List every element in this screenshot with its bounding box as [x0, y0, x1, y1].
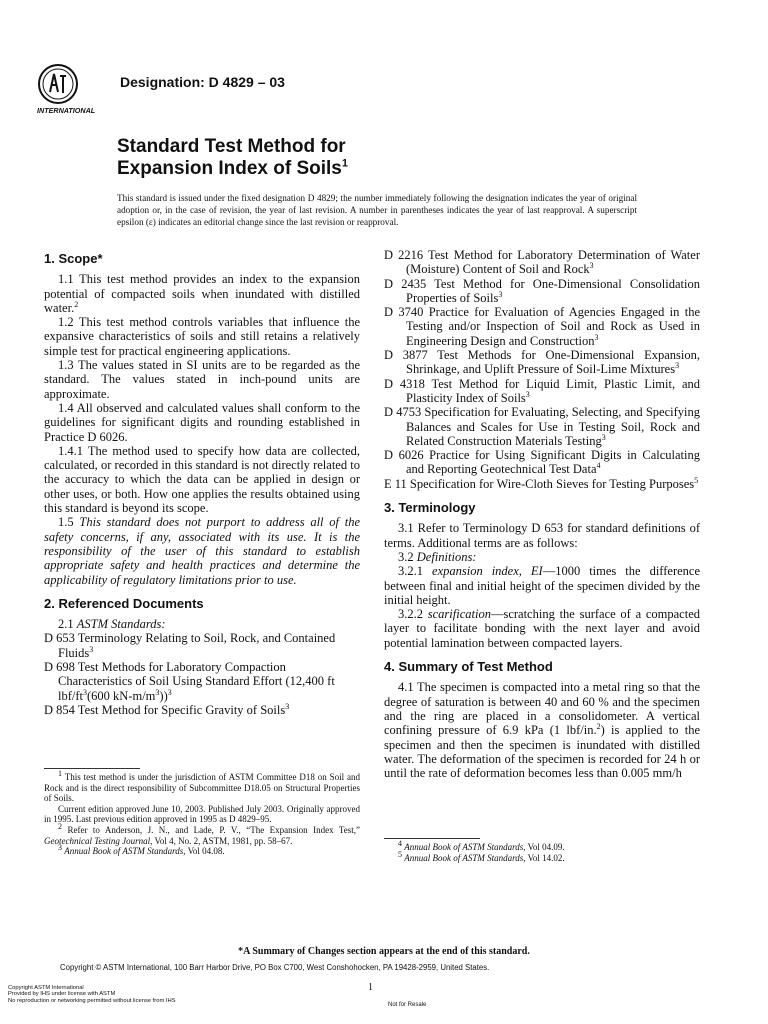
para-4-1: 4.1 The specimen is compacted into a metal ring so that the degree of saturation is between 40 and 60 % and the specimen and the ring are placed in a consolidometer. A vertical confining pressure of 6.9 kPa (1 lbf/in.$^2$) is applied to the specimen and then the specimen is inundated with distilled water. The deformation of the specimen is recorded for 24 h or until the rate of deformation becomes less than 0.005 mm/h: [384, 680, 700, 781]
footnote-4: $^4$ Annual Book of ASTM Standards, Vol 04.09.: [398, 839, 565, 852]
para-3-2-1: 3.2.1 expansion index, EI—1000 times the difference between final and initial height of the specimen divided by the initial height.: [384, 564, 700, 607]
ref-d6026: D 6026 Practice for Using Significant Digits in Calculating and Reporting Geotechnical Test Data$^4$: [384, 448, 700, 477]
standard-notice: This standard is issued under the fixed designation D 4829; the number immediately following the designation indicates the year of original adoption or, in the case of revision, the year of last revision. A number in parentheses indicates the year of last reapproval. A superscript epsilon (ε) indicates an editorial change since the last revision or reapproval.: [117, 193, 637, 227]
para-1-3: 1.3 The values stated in SI units are to be regarded as the standard. The values stated in inch-pound units are approximate.: [44, 358, 360, 401]
title-line-1: Standard Test Method for: [117, 136, 346, 157]
footnote-1b: Current edition approved June 10, 2003. Published July 2003. Originally approved in 1995. Last previous edition approved in 1995 as D 4829–95.: [44, 803, 360, 825]
terminology-heading: 3. Terminology: [384, 500, 476, 516]
title-line-2: Expansion Index of Soils$^1$: [117, 157, 348, 179]
right-column: [384, 248, 700, 780]
footnote-3: $^3$ Annual Book of ASTM Standards, Vol 04.08.: [58, 843, 225, 857]
footnote-2: $^2$ Refer to Anderson, J. N., and Lade, P. V., “The Expansion Index Test,” Geotechnical Testing Journal, Vol 4, No. 2, ASTM, 1981, pp. 58–67.: [44, 821, 361, 846]
para-3-2: 3.2 Definitions:: [398, 549, 477, 564]
ref-d2216: D 2216 Test Method for Laboratory Determination of Water (Moisture) Content of Soil and Rock$^3$: [384, 248, 700, 277]
license-notice: Copyright ASTM International Provided by IHS under license with ASTM No reproduction or networking permitted without license from IHS: [8, 985, 176, 1004]
para-2-1: 2.1 ASTM Standards:: [58, 617, 166, 632]
ref-d3740: D 3740 Practice for Evaluation of Agencies Engaged in the Testing and/or Inspection of Soil and Rock as Used in Engineering Design and Construction$^3$: [384, 305, 700, 348]
footnote-5: $^5$ Annual Book of ASTM Standards, Vol 14.02.: [398, 849, 565, 863]
copyright-line: Copyright © ASTM International, 100 Barr Harbor Drive, PO Box C700, West Conshohocken, PA 19428-2959, United States.: [60, 963, 490, 972]
ref-d2435: D 2435 Test Method for One-Dimensional Consolidation Properties of Soils$^3$: [384, 276, 700, 305]
ref-d4318: D 4318 Test Method for Liquid Limit, Plastic Limit, and Plasticity Index of Soils$^3$: [384, 376, 700, 405]
footnotes-right: [384, 839, 700, 863]
footnote-1: $^1$ This test method is under the jurisdiction of ASTM Committee D18 on Soil and Rock and is the direct responsibility of Subcommittee D18.05 on Structural Properties of Soils.: [44, 769, 361, 804]
referenced-docs-heading: 2. Referenced Documents: [44, 595, 204, 611]
footnotes-left: [44, 769, 361, 857]
ref-d854: D 854 Test Method for Specific Gravity of Soils$^3$: [44, 701, 290, 717]
para-3-1: 3.1 Refer to Terminology D 653 for standard definitions of terms. Additional terms are as follows:: [384, 521, 700, 550]
para-1-5: 1.5 This standard does not purport to address all of the safety concerns, if any, associated with its use. It is the responsibility of the user of this standard to establish appropriate safety and health practices and determine the applicability of regulatory limitations prior to use.: [44, 515, 360, 587]
para-1-4-1: 1.4.1 The method used to specify how data are collected, calculated, or recorded in this standard is not directly related to the accuracy to which the data can be applied in design or other uses, or both. How one applies the results obtained using this standard is beyond its scope.: [44, 443, 360, 516]
page-number: 1: [368, 982, 373, 993]
designation: Designation: D 4829 – 03: [120, 74, 285, 90]
para-3-2-2: 3.2.2 scarification—scratching the surface of a compacted layer to facilitate bonding with the next layer and avoid potential lamination between compacted layers.: [384, 607, 700, 650]
document-title: [117, 136, 348, 180]
astm-logo: [36, 62, 112, 118]
para-1-2: 1.2 This test method controls variables that influence the expansive characteristics of soils and still retains a relatively simple test for practical engineering applications.: [44, 315, 360, 358]
ref-d3877: D 3877 Test Methods for One-Dimensional Expansion, Shrinkage, and Uplift Pressure of Soil-Lime Mixtures$^3$: [384, 348, 700, 377]
ref-d4753: D 4753 Specification for Evaluating, Selecting, and Specifying Balances and Scales for Use in Testing Soil, Rock and Related Construction Materials Testing$^3$: [384, 405, 700, 448]
ref-d698: D 698 Test Methods for Laboratory Compaction Characteristics of Soil Using Standard Effort (12,400 ft lbf/$ft^3(600$ $kN-m/m^3))^3$: [44, 660, 335, 703]
summary-heading: 4. Summary of Test Method: [384, 659, 553, 675]
scope-heading: 1. Scope*: [44, 251, 103, 266]
para-1-1: 1.1 This test method provides an index to the expansion potential of compacted soils when inundated with distilled water.$^2$: [44, 272, 360, 315]
ref-d653: D 653 Terminology Relating to Soil, Rock, and Contained Fluids$^3$: [44, 631, 336, 660]
logo-text: INTERNATIONAL: [37, 106, 96, 115]
summary-of-changes-note: *A Summary of Changes section appears at the end of this standard.: [238, 946, 530, 957]
para-1-4: 1.4 All observed and calculated values shall conform to the guidelines for significant digits and rounding established in Practice D 6026.: [44, 400, 360, 444]
left-column: [44, 248, 360, 717]
ref-e11: E 11 Specification for Wire-Cloth Sieves for Testing Purposes$^5$: [384, 475, 699, 491]
not-for-resale: Not for Resale: [388, 1002, 427, 1008]
